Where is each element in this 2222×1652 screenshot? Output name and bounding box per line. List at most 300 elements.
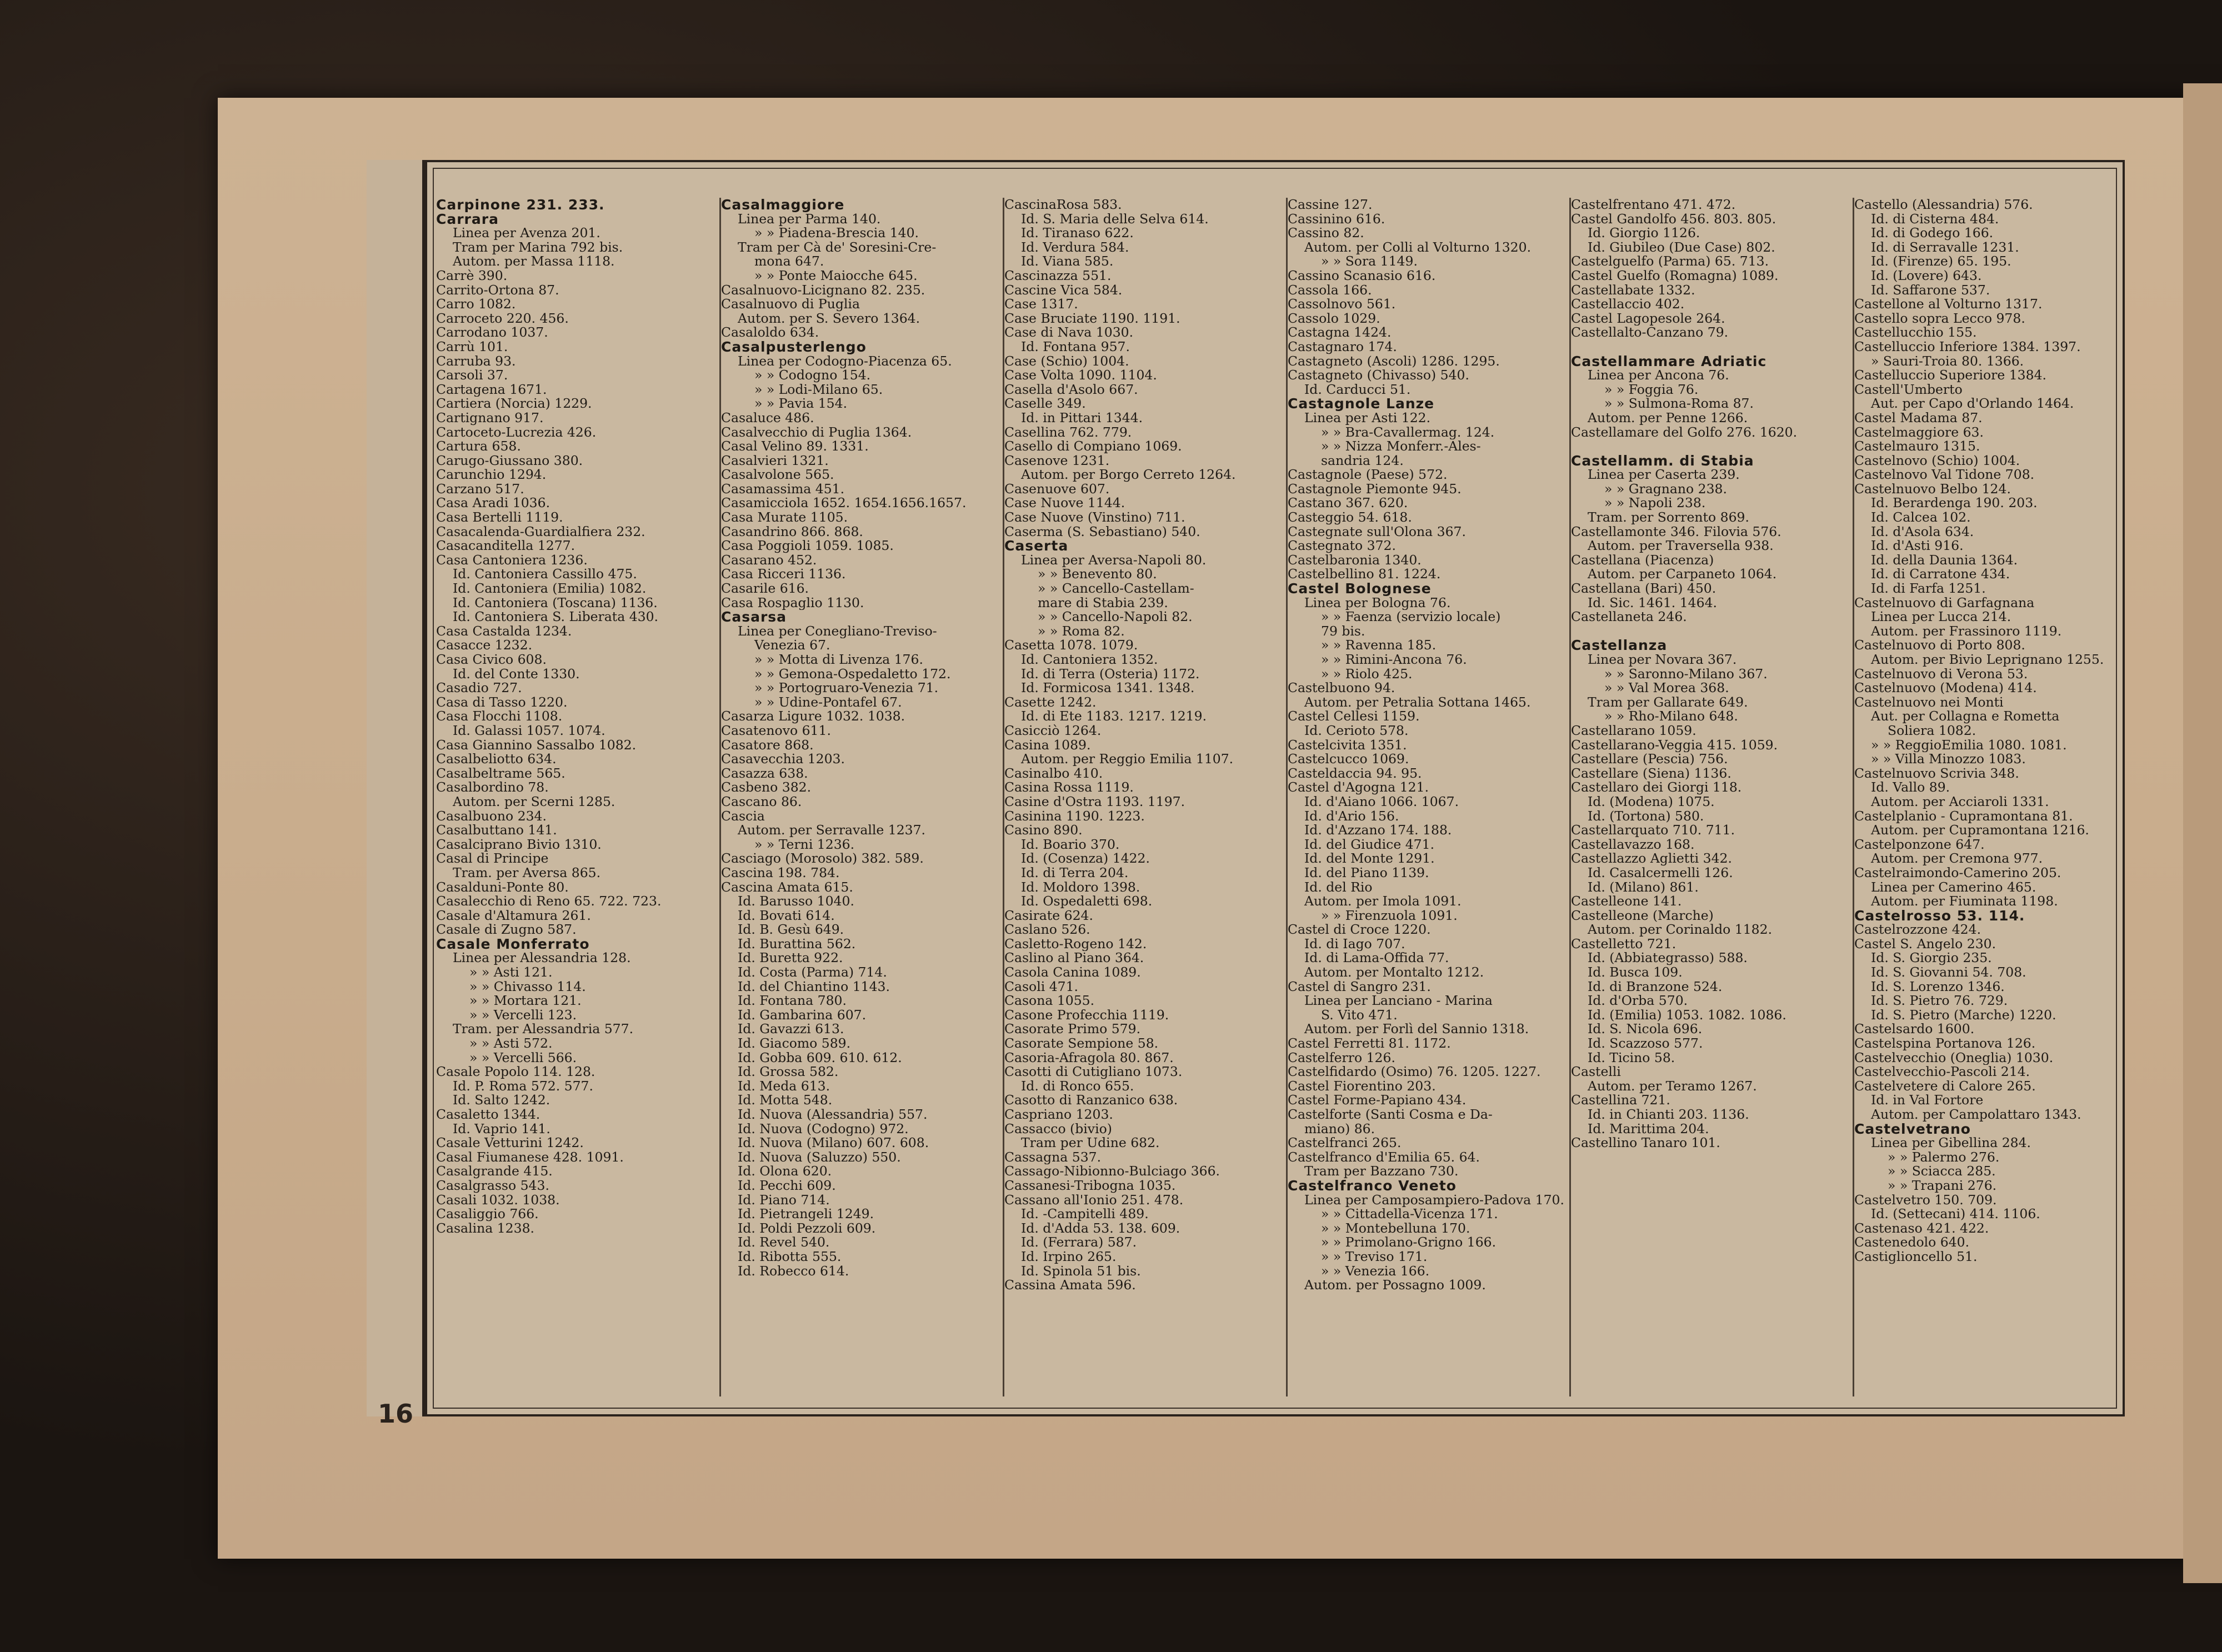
index-entry: Castelvecchio-Pascoli 214. xyxy=(1854,1065,2030,1079)
index-entry: Linea per Parma 140. xyxy=(738,212,881,227)
index-entry: Id. (Settecani) 414. 1106. xyxy=(1871,1207,2040,1222)
index-entry: Castelponzone 647. xyxy=(1854,837,1985,852)
index-entry: Autom. per Cremona 977. xyxy=(1871,852,2043,866)
index-entry: Linea per Asti 122. xyxy=(1304,411,1431,425)
index-entry: Cassinino 616. xyxy=(1288,212,1385,227)
index-column-5 xyxy=(1569,198,1849,1396)
index-entry: Caserma (S. Sebastiano) 540. xyxy=(1004,524,1200,539)
index-entry: Id. Pietrangeli 1249. xyxy=(738,1207,874,1222)
index-entry: Casalnuovo di Puglia xyxy=(721,297,860,312)
index-entry: Castellamonte 346. Filovia 576. xyxy=(1571,524,1781,539)
index-entry: Castellarquato 710. 711. xyxy=(1571,823,1735,838)
index-entry: Id. Buretta 922. xyxy=(738,951,843,966)
index-entry xyxy=(1571,340,1849,354)
index-entry: Id. Fontana 780. xyxy=(738,994,847,1008)
index-entry: Castellana (Bari) 450. xyxy=(1571,582,1716,596)
index-entry: Id. Cerioto 578. xyxy=(1304,723,1409,738)
index-entry: Autom. per Bivio Leprignano 1255. xyxy=(1871,653,2104,667)
index-entry: Casalecchio di Reno 65. 722. 723. xyxy=(436,894,662,909)
index-entry: Id. d'Orba 570. xyxy=(1588,994,1688,1008)
index-entry: Casale d'Altamura 261. xyxy=(436,908,591,923)
index-entry: Castel Ferretti 81. 1172. xyxy=(1288,1037,1451,1051)
index-entry: Id. Cantoniera Cassillo 475. xyxy=(453,567,637,582)
index-entry: Casa Aradi 1036. xyxy=(436,496,551,511)
index-entry: Id. di Terra 204. xyxy=(1021,865,1129,880)
index-entry: Id. del Conte 1330. xyxy=(453,667,580,682)
index-heading: Castellanza xyxy=(1571,638,1668,653)
index-entry: Id. (Ferrara) 587. xyxy=(1021,1235,1137,1250)
index-entry: » » Sora 1149. xyxy=(1321,254,1418,269)
index-entry: Id. Moldoro 1398. xyxy=(1021,880,1140,895)
index-entry: Tram. per Aversa 865. xyxy=(453,865,601,880)
index-entry: » » Val Morea 368. xyxy=(1604,681,1729,695)
index-entry: » » Piadena-Brescia 140. xyxy=(754,226,919,241)
index-entry: Id. Giacomo 589. xyxy=(738,1037,851,1051)
index-entry: Casette 1242. xyxy=(1004,695,1097,710)
index-entry: Casale di Zugno 587. xyxy=(436,923,577,937)
index-entry: Id. in Pittari 1344. xyxy=(1021,411,1143,425)
index-entry: Casacalenda-Guardialfiera 232. xyxy=(436,524,645,539)
index-entry: Carzano 517. xyxy=(436,482,524,497)
index-entry: Castelbaronia 1340. xyxy=(1288,553,1422,568)
index-entry: Castelfranco d'Emilia 65. 64. xyxy=(1288,1150,1480,1165)
index-entry: Carunchio 1294. xyxy=(436,468,547,482)
index-entry: Casali 1032. 1038. xyxy=(436,1193,560,1208)
index-entry: Linea per Lucca 214. xyxy=(1871,610,2011,624)
index-entry: Linea per Gibellina 284. xyxy=(1871,1136,2031,1150)
index-entry: Autom. per Borgo Cerreto 1264. xyxy=(1021,468,1236,482)
index-entry: Casalbeliotto 634. xyxy=(436,752,557,767)
index-entry: Casamicciola 1652. 1654.1656.1657. xyxy=(721,496,967,511)
index-entry: Castellazzo Aglietti 342. xyxy=(1571,852,1732,866)
index-entry: » » Vercelli 566. xyxy=(469,1050,577,1065)
index-entry: Castellaccio 402. xyxy=(1571,297,1685,312)
index-entry: Castellarano 1059. xyxy=(1571,723,1696,738)
index-entry: Id. Busca 109. xyxy=(1588,965,1683,980)
index-entry: Cascine Vica 584. xyxy=(1004,283,1123,298)
index-entry: Castello (Alessandria) 576. xyxy=(1854,198,2033,212)
index-entry: Id. Viana 585. xyxy=(1021,254,1114,269)
index-entry: Linea per Conegliano-Treviso- xyxy=(738,624,937,639)
index-entry: » » Roma 82. xyxy=(1038,624,1125,639)
index-entry: Castellavazzo 168. xyxy=(1571,837,1695,852)
index-entry: Id. Motta 548. xyxy=(738,1093,833,1108)
index-entry: Castelrozzone 424. xyxy=(1854,923,1981,937)
index-entry: Cassino Scanasio 616. xyxy=(1288,268,1436,283)
index-entry: » » Rho-Milano 648. xyxy=(1604,709,1738,724)
index-entry: Carrodano 1037. xyxy=(436,326,548,340)
index-entry: sandria 124. xyxy=(1321,453,1404,468)
index-entry: Casicciò 1264. xyxy=(1004,723,1102,738)
index-entry: » » Venezia 166. xyxy=(1321,1264,1430,1279)
page-margin-strip xyxy=(367,160,426,1416)
index-entry: Casa di Tasso 1220. xyxy=(436,695,568,710)
index-entry: Case di Nava 1030. xyxy=(1004,326,1134,340)
index-entry: Id. P. Roma 572. 577. xyxy=(453,1079,593,1094)
index-entry: Id. Gambarina 607. xyxy=(738,1008,867,1023)
index-entry: Id. di Lama-Offida 77. xyxy=(1304,951,1449,966)
index-entry: Castegnato 372. xyxy=(1288,539,1396,553)
index-entry: Id. d'Asola 634. xyxy=(1871,524,1974,539)
index-entry: Case Bruciate 1190. 1191. xyxy=(1004,311,1180,326)
index-entry: Castellucchio 155. xyxy=(1854,326,1977,340)
index-entry: Casa Murate 1105. xyxy=(721,510,848,525)
index-entry: Linea per Lanciano - Marina xyxy=(1304,994,1493,1008)
index-entry: Castellino Tanaro 101. xyxy=(1571,1136,1720,1150)
index-entry: Id. in Val Fortore xyxy=(1871,1093,1984,1108)
index-entry: Castelleone 141. xyxy=(1571,894,1682,909)
index-entry: Autom. per Forlì del Sannio 1318. xyxy=(1304,1022,1529,1037)
index-entry: Casalbuttano 141. xyxy=(436,823,557,838)
index-entry: Castagnaro 174. xyxy=(1288,339,1397,354)
index-entry: Carsoli 37. xyxy=(436,368,508,383)
index-entry: Id. Boario 370. xyxy=(1021,837,1120,852)
index-entry: Casalbuono 234. xyxy=(436,809,547,824)
index-entry: Id. (Lovere) 643. xyxy=(1871,268,1982,283)
index-entry: Castano 367. 620. xyxy=(1288,496,1408,511)
index-entry: Id. Marittima 204. xyxy=(1588,1122,1709,1137)
index-entry: Id. del Giudice 471. xyxy=(1304,837,1435,852)
index-entry: Id. Revel 540. xyxy=(738,1235,830,1250)
index-entry: Castelnuovo Belbo 124. xyxy=(1854,482,2011,497)
index-entry: » » Vercelli 123. xyxy=(469,1008,577,1023)
index-entry: Tram per Gallarate 649. xyxy=(1588,695,1748,710)
index-entry: Castel S. Angelo 230. xyxy=(1854,937,1996,952)
index-entry: Id. Salto 1242. xyxy=(453,1093,551,1108)
index-entry: Id. Cantoniera 1352. xyxy=(1021,653,1158,667)
index-entry: » » Mortara 121. xyxy=(469,994,582,1008)
index-entry: Id. S. Nicola 696. xyxy=(1588,1022,1703,1037)
index-entry: Autom. per Frassinoro 1119. xyxy=(1871,624,2062,639)
index-entry: Casaletto 1344. xyxy=(436,1108,541,1122)
index-entry: Cassagna 537. xyxy=(1004,1150,1102,1165)
index-entry: Autom. per Fiuminata 1198. xyxy=(1871,894,2058,909)
index-entry: Castelmaggiore 63. xyxy=(1854,425,1984,440)
index-entry: » » Napoli 238. xyxy=(1604,496,1706,511)
index-entry: Id. Gobba 609. 610. 612. xyxy=(738,1050,902,1065)
index-entry: Castagneto (Ascoli) 1286. 1295. xyxy=(1288,354,1500,369)
index-entry: Tram. per Alessandria 577. xyxy=(453,1022,634,1037)
index-entry: » » Nizza Monferr.-Ales- xyxy=(1321,439,1481,454)
index-entry: Castellaneta 246. xyxy=(1571,610,1687,624)
index-heading: Castelvetrano xyxy=(1854,1122,1971,1137)
index-entry: Castel Guelfo (Romagna) 1089. xyxy=(1571,268,1779,283)
index-entry: Id. del Piano 1139. xyxy=(1304,865,1429,880)
index-entry: mare di Stabia 239. xyxy=(1038,595,1168,610)
index-entry: Castelraimondo-Camerino 205. xyxy=(1854,865,2061,880)
index-column-3 xyxy=(1003,198,1282,1396)
index-entry: Castagneto (Chivasso) 540. xyxy=(1288,368,1469,383)
index-entry: Casellina 762. 779. xyxy=(1004,425,1132,440)
index-entry: Castellaro dei Giorgi 118. xyxy=(1571,780,1742,795)
index-entry: Autom. per Possagno 1009. xyxy=(1304,1278,1486,1293)
index-entry: » » Sulmona-Roma 87. xyxy=(1604,397,1754,411)
index-entry: Id. di Serravalle 1231. xyxy=(1871,240,2019,255)
index-entry: Id. Berardenga 190. 203. xyxy=(1871,496,2038,511)
index-heading: Castellammare Adriatic xyxy=(1571,354,1767,369)
index-entry: Id. S. Giorgio 235. xyxy=(1871,951,1992,966)
index-entry: Cartoceto-Lucrezia 426. xyxy=(436,425,597,440)
index-entry: Castello sopra Lecco 978. xyxy=(1854,311,2025,326)
index-entry: Castenedolo 640. xyxy=(1854,1235,1970,1250)
index-entry: Casale Vetturini 1242. xyxy=(436,1136,584,1150)
index-entry: Castelferro 126. xyxy=(1288,1050,1395,1065)
index-entry: Castel Cellesi 1159. xyxy=(1288,709,1420,724)
index-entry: Id. Spinola 51 bis. xyxy=(1021,1264,1141,1279)
index-entry: » » Rimini-Ancona 76. xyxy=(1321,653,1467,667)
index-entry: CascinaRosa 583. xyxy=(1004,198,1122,212)
index-entry: Autom. per Montalto 1212. xyxy=(1304,965,1484,980)
index-entry: Castagnole Piemonte 945. xyxy=(1288,482,1462,497)
index-entry: » » Terni 1236. xyxy=(754,837,855,852)
index-entry: Autom. per Serravalle 1237. xyxy=(738,823,926,838)
index-entry: » » Asti 572. xyxy=(469,1037,553,1051)
index-entry: Id. di Carratone 434. xyxy=(1871,567,2010,582)
index-entry: Castelnuovo nei Monti xyxy=(1854,695,2004,710)
index-entry: Id. Pecchi 609. xyxy=(738,1178,836,1193)
index-heading: Carrara xyxy=(436,212,499,227)
index-entry: Casenuove 607. xyxy=(1004,482,1110,497)
index-entry: Cassine 127. xyxy=(1288,198,1373,212)
index-entry: Cartagena 1671. xyxy=(436,382,547,397)
index-entry: » » Codogno 154. xyxy=(754,368,871,383)
index-entry: Casenove 1231. xyxy=(1004,453,1110,468)
index-entry: Tram per Udine 682. xyxy=(1021,1136,1160,1150)
index-entry: Castelcivita 1351. xyxy=(1288,738,1407,753)
index-entry: » » Riolo 425. xyxy=(1321,667,1413,682)
index-entry: Id. Ticino 58. xyxy=(1588,1050,1675,1065)
index-entry: Castellana (Piacenza) xyxy=(1571,553,1714,568)
index-entry: Linea per Caserta 239. xyxy=(1588,468,1740,482)
index-entry: Autom. per Carpaneto 1064. xyxy=(1588,567,1777,582)
index-entry: Casa Flocchi 1108. xyxy=(436,709,563,724)
index-entry: Casteggio 54. 618. xyxy=(1288,510,1412,525)
index-entry: S. Vito 471. xyxy=(1321,1008,1398,1023)
index-entry xyxy=(1571,624,1849,639)
index-entry: Castellalto-Canzano 79. xyxy=(1571,326,1729,340)
index-entry: Casalbeltrame 565. xyxy=(436,766,565,781)
index-entry: Castellare (Siena) 1136. xyxy=(1571,766,1731,781)
index-entry: Castell'Umberto xyxy=(1854,382,1963,397)
index-entry: Casatenovo 611. xyxy=(721,723,831,738)
index-entry: » » Gemona-Ospedaletto 172. xyxy=(754,667,951,682)
index-entry: Castelnovo Val Tidone 708. xyxy=(1854,468,2035,482)
index-entry: Cassola 166. xyxy=(1288,283,1372,298)
index-panel-inner xyxy=(433,168,2117,1409)
index-entry: Castelplanio - Cupramontana 81. xyxy=(1854,809,2073,824)
index-entry: » » Saronno-Milano 367. xyxy=(1604,667,1768,682)
index-entry: Castelbuono 94. xyxy=(1288,681,1395,695)
index-entry: Linea per Bologna 76. xyxy=(1304,595,1451,610)
index-entry: Id. Saffarone 537. xyxy=(1871,283,1990,298)
index-entry: Id. d'Ario 156. xyxy=(1304,809,1399,824)
index-entry: Id. Nuova (Milano) 607. 608. xyxy=(738,1136,929,1150)
index-heading: Castel Bolognese xyxy=(1288,582,1432,596)
index-entry: Id. Costa (Parma) 714. xyxy=(738,965,887,980)
index-entry: Soliera 1082. xyxy=(1888,723,1976,738)
index-entry: Cassolo 1029. xyxy=(1288,311,1380,326)
index-entry: Casacanditella 1277. xyxy=(436,539,575,553)
index-entry: Castel Forme-Papiano 434. xyxy=(1288,1093,1467,1108)
index-entry: Id. d'Adda 53. 138. 609. xyxy=(1021,1221,1180,1236)
index-entry: Cassina Amata 596. xyxy=(1004,1278,1136,1293)
index-entry: Carrù 101. xyxy=(436,339,508,354)
index-entry: Cassolnovo 561. xyxy=(1288,297,1396,312)
index-entry: mona 647. xyxy=(754,254,824,269)
index-entry: » » Portogruaro-Venezia 71. xyxy=(754,681,939,695)
index-entry: Castelnuovo (Modena) 414. xyxy=(1854,681,2037,695)
index-entry: Casa Giannino Sassalbo 1082. xyxy=(436,738,637,753)
index-entry: Casatore 868. xyxy=(721,738,814,753)
index-entry: Casamassima 451. xyxy=(721,482,845,497)
index-entry: Casinalbo 410. xyxy=(1004,766,1103,781)
index-entry: Casadio 727. xyxy=(436,681,522,695)
index-entry: Cassacco (bivio) xyxy=(1004,1122,1112,1137)
index-entry: » » Ravenna 185. xyxy=(1321,638,1437,653)
index-entry: Castelbellino 81. 1224. xyxy=(1288,567,1441,582)
index-entry: Id. S. Maria delle Selva 614. xyxy=(1021,212,1209,227)
index-entry: Castel Madama 87. xyxy=(1854,411,1983,425)
index-entry: Id. di Terra (Osteria) 1172. xyxy=(1021,667,1200,682)
index-entry: Cascina Amata 615. xyxy=(721,880,853,895)
index-column-6 xyxy=(1853,198,2115,1396)
index-entry: Carroceto 220. 456. xyxy=(436,311,569,326)
page-number: 16 xyxy=(378,1399,414,1429)
index-entry: Tram per Marina 792 bis. xyxy=(453,240,623,255)
index-entry: Castegnate sull'Olona 367. xyxy=(1288,524,1466,539)
index-entry: » » Bra-Cavallermag. 124. xyxy=(1321,425,1495,440)
index-entry: Castelvetro 150. 709. xyxy=(1854,1193,1997,1208)
index-entry: Casalgrasso 543. xyxy=(436,1178,549,1193)
index-entry: Casteldaccia 94. 95. xyxy=(1288,766,1422,781)
index-entry: Id. di Ronco 655. xyxy=(1021,1079,1134,1094)
index-entry: Casa Bertelli 1119. xyxy=(436,510,563,525)
index-entry: Castelsardo 1600. xyxy=(1854,1022,1975,1037)
index-entry: Autom. per Colli al Volturno 1320. xyxy=(1304,240,1532,255)
index-entry: Case (Schio) 1004. xyxy=(1004,354,1129,369)
index-entry: Casbeno 382. xyxy=(721,780,812,795)
index-entry: » » Montebelluna 170. xyxy=(1321,1221,1470,1236)
index-entry: Castelletto 721. xyxy=(1571,937,1676,952)
index-entry: Id. Cantoniera S. Liberata 430. xyxy=(453,610,659,624)
index-entry: Autom. per Cupramontana 1216. xyxy=(1871,823,2089,838)
index-entry: Casola Canina 1089. xyxy=(1004,965,1141,980)
index-entry: » » Trapani 276. xyxy=(1888,1178,1997,1193)
index-entry: Autom. per Corinaldo 1182. xyxy=(1588,923,1773,937)
index-entry: Autom. per Reggio Emilia 1107. xyxy=(1021,752,1234,767)
index-entry: » » Primolano-Grigno 166. xyxy=(1321,1235,1497,1250)
index-entry: Castel Gandolfo 456. 803. 805. xyxy=(1571,212,1776,227)
index-entry: Id. Vallo 89. xyxy=(1871,780,1950,795)
index-entry: Casandrino 866. 868. xyxy=(721,524,863,539)
index-entry: Venezia 67. xyxy=(754,638,830,653)
index-entry: » » Cancello-Napoli 82. xyxy=(1038,610,1193,624)
index-entry: Casello di Compiano 1069. xyxy=(1004,439,1182,454)
index-entry: Id. Nuova (Codogno) 972. xyxy=(738,1122,909,1137)
index-entry: Casinina 1190. 1223. xyxy=(1004,809,1145,824)
index-entry: Cassino 82. xyxy=(1288,226,1364,241)
index-entry: Id. Irpino 265. xyxy=(1021,1249,1117,1264)
index-entry: Casalnuovo-Licignano 82. 235. xyxy=(721,283,925,298)
index-entry: Casetta 1078. 1079. xyxy=(1004,638,1138,653)
index-entry: Id. Meda 613. xyxy=(738,1079,830,1094)
index-entry: Casarza Ligure 1032. 1038. xyxy=(721,709,905,724)
index-entry: Id. Nuova (Alessandria) 557. xyxy=(738,1108,928,1122)
index-entry: Casalduni-Ponte 80. xyxy=(436,880,569,895)
index-entry: » » Foggia 76. xyxy=(1604,382,1699,397)
index-entry: Id. Fontana 957. xyxy=(1021,339,1130,354)
index-entry: Id. Giubileo (Due Case) 802. xyxy=(1588,240,1775,255)
index-entry: Casal di Principe xyxy=(436,852,549,866)
index-entry: » » Firenzuola 1091. xyxy=(1321,908,1458,923)
index-entry: Casalvolone 565. xyxy=(721,468,834,482)
index-entry: » » ReggioEmilia 1080. 1081. xyxy=(1871,738,2067,753)
index-entry: Tram per Bazzano 730. xyxy=(1304,1164,1459,1179)
index-entry: Carrito-Ortona 87. xyxy=(436,283,559,298)
index-entry: Casorate Sempione 58. xyxy=(1004,1037,1159,1051)
index-entry: Casalvecchio di Puglia 1364. xyxy=(721,425,912,440)
index-entry: Casal Velino 89. 1331. xyxy=(721,439,869,454)
index-entry: Caslano 526. xyxy=(1004,923,1090,937)
index-entry: Caslino al Piano 364. xyxy=(1004,951,1144,966)
index-entry: Castelmauro 1315. xyxy=(1854,439,1980,454)
index-entry: Casalciprano Bivio 1310. xyxy=(436,837,602,852)
index-entry: Castelfranci 265. xyxy=(1288,1136,1402,1150)
index-entry: Castelfrentano 471. 472. xyxy=(1571,198,1736,212)
index-entry xyxy=(1571,439,1849,454)
index-entry: » » Udine-Pontafel 67. xyxy=(754,695,902,710)
index-entry: Castel Fiorentino 203. xyxy=(1288,1079,1436,1094)
index-entry: Id. S. Pietro 76. 729. xyxy=(1871,994,2008,1008)
index-entry: » » Gragnano 238. xyxy=(1604,482,1727,497)
index-entry: Castelvetere di Calore 265. xyxy=(1854,1079,2036,1094)
index-entry: Autom. per S. Severo 1364. xyxy=(738,311,920,326)
index-entry: Cascina 198. 784. xyxy=(721,865,840,880)
index-entry: Castelforte (Santi Cosma e Da- xyxy=(1288,1108,1493,1122)
index-entry: Id. in Chianti 203. 1136. xyxy=(1588,1108,1749,1122)
index-entry: Casotti di Cutigliano 1073. xyxy=(1004,1065,1183,1079)
index-entry: Cassanesi-Tribogna 1035. xyxy=(1004,1178,1176,1193)
index-entry: Casalvieri 1321. xyxy=(721,453,829,468)
index-entry: Id. (Firenze) 65. 195. xyxy=(1871,254,2011,269)
index-entry: Castelleone (Marche) xyxy=(1571,908,1714,923)
index-entry: Id. di Cisterna 484. xyxy=(1871,212,1999,227)
index-entry: Casaluce 486. xyxy=(721,411,814,425)
index-column-2 xyxy=(719,198,999,1396)
index-entry: Id. Vaprio 141. xyxy=(453,1122,551,1137)
index-entry: » » Benevento 80. xyxy=(1038,567,1157,582)
index-entry: Id. Piano 714. xyxy=(738,1193,830,1208)
index-entry: Id. (Modena) 1075. xyxy=(1588,794,1715,809)
index-entry: Id. Casalcermelli 126. xyxy=(1588,865,1733,880)
index-entry: » » Ponte Maiocche 645. xyxy=(754,268,918,283)
index-entry: Id. Tiranaso 622. xyxy=(1021,226,1134,241)
index-entry: Casletto-Rogeno 142. xyxy=(1004,937,1147,952)
index-entry: Linea per Novara 367. xyxy=(1588,653,1737,667)
index-entry: Casa Castalda 1234. xyxy=(436,624,572,639)
index-entry: Cascia xyxy=(721,809,765,824)
index-heading: Caserta xyxy=(1004,539,1069,553)
index-entry: Id. Ospedaletti 698. xyxy=(1021,894,1153,909)
index-entry: Tram. per Sorrento 869. xyxy=(1588,510,1749,525)
index-entry: 79 bis. xyxy=(1321,624,1365,639)
index-entry: Castelnuovo di Verona 53. xyxy=(1854,667,2028,682)
index-heading: Casalpusterlengo xyxy=(721,339,867,354)
index-entry: Castellina 721. xyxy=(1571,1093,1670,1108)
index-entry: Castelnuovo di Garfagnana xyxy=(1854,595,2035,610)
index-entry: Casale Popolo 114. 128. xyxy=(436,1065,595,1079)
index-entry: Id. di Iago 707. xyxy=(1304,937,1405,952)
